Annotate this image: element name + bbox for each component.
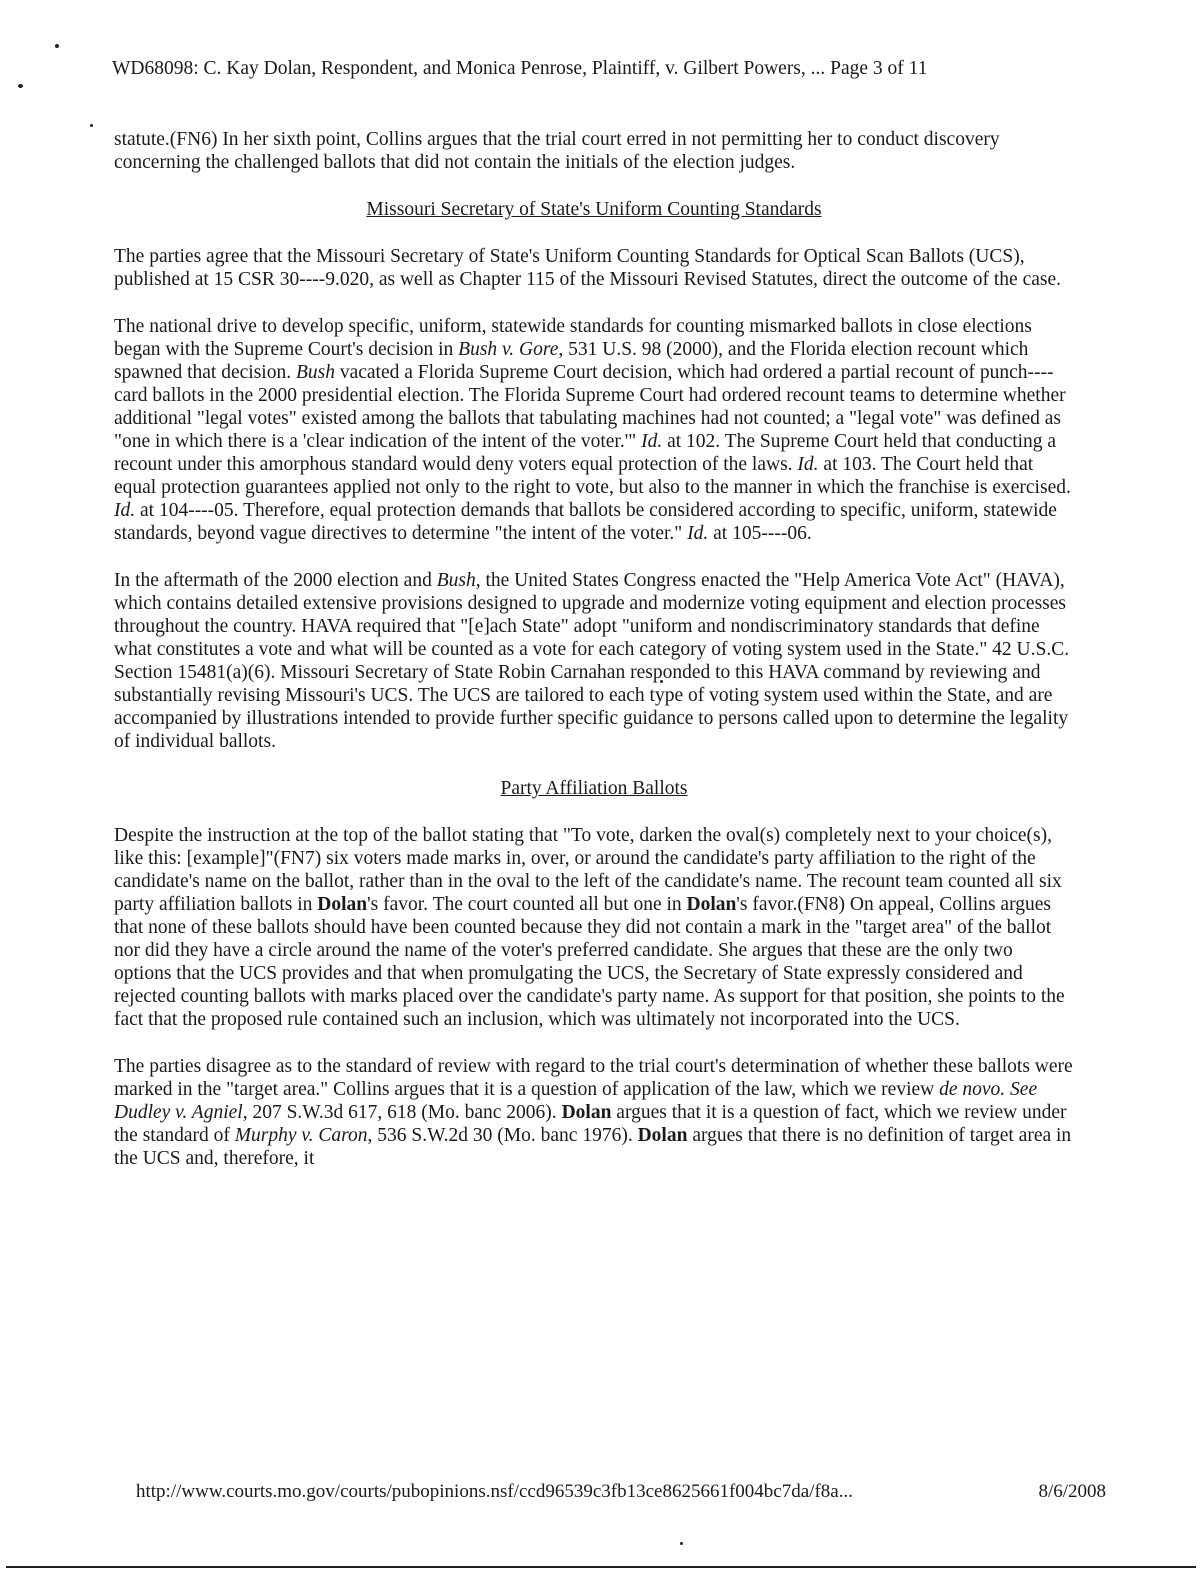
text-run: Despite the instruction at the top of the ballot stating that "To vote, darken the oval(s) completely next to your choice(s), like this: [example]"(FN7) six voters made marks in, over, or around the candidate's party affiliation to the right of the candidate's name on the ballot, rather than in the oval to the left of the candidate's name. The recount team counted all six party affiliation ballots in (114, 825, 1062, 915)
document-body (114, 128, 1074, 1194)
print-date: 8/6/2008 (1038, 1481, 1106, 1502)
text-run: argues that it is a question of fact, which we review under the standard of (114, 1102, 1067, 1146)
party-name: Dolan (686, 894, 737, 915)
party-name: Dolan (561, 1102, 612, 1123)
case-citation: Id. (687, 523, 709, 544)
paragraph-3 (114, 315, 1074, 545)
scan-speck (55, 44, 59, 48)
scan-speck (90, 124, 93, 127)
section-heading-ucs: Missouri Secretary of State's Uniform Counting Standards (366, 199, 822, 220)
text-run: at 102. The Supreme Court held that conducting a recount under this amorphous standard would deny voters equal protection of the laws. (114, 431, 1057, 475)
text-run: In the aftermath of the 2000 election and (114, 570, 437, 591)
text-run: , the United States Congress enacted the "Help America Vote Act" (HAVA), which contains detailed extensive provisions designed to upgrade and modernize voting equipment and election processes throughout the country. HAVA required that "[e]ach State" adopt "uniform and nondiscriminatory standards that define what constitutes a vote and what will be counted as a vote for each category of voting system used in the State." 42 U.S.C. Section 15481(a)(6). Missouri Secretary of State Robin Carnahan responded to this HAVA command by reviewing and substantially revising Missouri's UCS. The UCS are tailored to each type of voting system used within the State, and are accompanied by illustrations intended to provide further specific guidance to persons called upon to determine the legality of individual ballots. (114, 570, 1070, 752)
party-name: Dolan (637, 1125, 688, 1146)
case-citation: Bush v. Gore (458, 339, 559, 360)
text-run: at 103. The Court held that equal protection guarantees applied not only to the right to vote, but also to the manner in which the franchise is exercised. (114, 454, 1071, 498)
case-citation: Murphy v. Caron (234, 1125, 368, 1146)
scan-speck (18, 84, 23, 88)
scan-speck (680, 1542, 683, 1545)
paragraph-5 (114, 824, 1074, 1031)
case-citation: Bush (295, 362, 335, 383)
page-header (112, 56, 1082, 82)
case-citation: Id. (114, 500, 136, 521)
case-citation: Id. (641, 431, 663, 452)
case-citation: Id. (797, 454, 819, 475)
text-run: vacated a Florida Supreme Court decision, which had ordered a partial recount of punch----card ballots in the 2000 presidential election. The Florida Supreme Court had ordered recount teams to determine whether additional "legal votes" existed among the ballots that tabulating machines had not counted; a "legal vote" was defined as "one in which there is a 'clear indication of the intent of the voter.'" (114, 362, 1066, 452)
case-citation: de novo. See Dudley v. Agniel (114, 1079, 1038, 1123)
paragraph-6 (114, 1055, 1074, 1170)
text-run: , 536 S.W.2d 30 (Mo. banc 1976). (367, 1125, 638, 1146)
text-run: argues that there is no definition of target area in the UCS and, therefore, it (114, 1125, 1072, 1169)
text-run: 's favor. The court counted all but one in (367, 894, 687, 915)
text-run: The national drive to develop specific, uniform, statewide standards for counting mismarked ballots in close elections began with the Supreme Court's decision in (114, 316, 1032, 360)
paragraph-4 (114, 569, 1074, 753)
text-run: at 104----05. Therefore, equal protection demands that ballots be considered according to specific, uniform, statewide standards, beyond vague directives to determine "the intent of the voter." (114, 500, 1057, 544)
page-indicator: Page 3 of 11 (830, 58, 928, 79)
case-citation: Bush (436, 570, 476, 591)
paragraph-2: The parties agree that the Missouri Secretary of State's Uniform Counting Standards for Optical Scan Ballots (UCS), published at 15 CSR 30----9.020, as well as Chapter 115 of the Missouri Revised Statutes, direct the outcome of the case. (114, 246, 1062, 290)
document-title: WD68098: C. Kay Dolan, Respondent, and Monica Penrose, Plaintiff, v. Gilbert Powers, ... (112, 58, 826, 79)
text-run: , 531 U.S. 98 (2000), and the Florida election recount which spawned that decision. (114, 339, 1029, 383)
text-run: at 105----06. (708, 523, 812, 544)
page-bottom-rule (6, 1566, 1196, 1568)
source-url: http://www.courts.mo.gov/courts/pubopinions.nsf/ccd96539c3fb13ce8625661f004bc7da/f8a... (136, 1481, 853, 1502)
page-footer (136, 1480, 1106, 1504)
text-run: 's favor.(FN8) On appeal, Collins argues that none of these ballots should have been counted because they did not contain a mark in the "target area" of the ballot nor did they have a circle around the name of the voter's preferred candidate. She argues that these are the only two options that the UCS provides and that when promulgating the UCS, the Secretary of State expressly considered and rejected counting ballots with marks placed over the candidate's party name. As support for that position, she points to the fact that the proposed rule contained such an inclusion, which was ultimately not incorporated into the UCS. (114, 894, 1065, 1030)
section-heading-party-affiliation: Party Affiliation Ballots (500, 778, 688, 799)
party-name: Dolan (317, 894, 368, 915)
text-run: The parties disagree as to the standard of review with regard to the trial court's determination of whether these ballots were marked in the "target area." Collins argues that it is a question of application of the law, which we review (114, 1056, 1073, 1100)
text-run: , 207 S.W.3d 617, 618 (Mo. banc 2006). (242, 1102, 562, 1123)
paragraph-1: statute.(FN6) In her sixth point, Collins argues that the trial court erred in not permitting her to conduct discovery concerning the challenged ballots that did not contain the initials of the election judges. (114, 129, 1000, 173)
